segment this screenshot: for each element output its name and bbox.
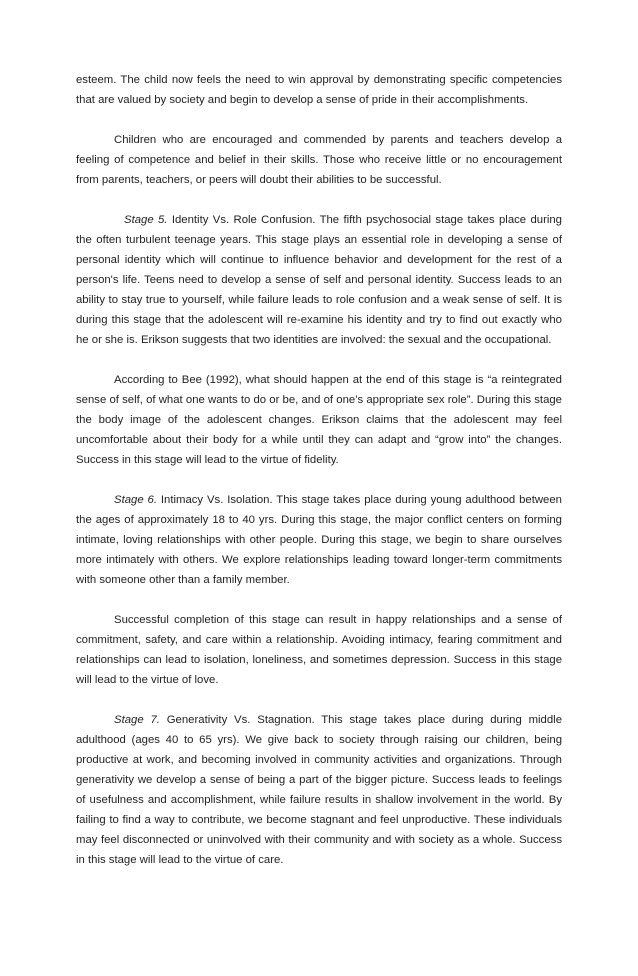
stage-6-text: Intimacy Vs. Isolation. This stage takes place during young adulthood between the ages of approximately 18 to 40 yrs. During this stage, the major conflict centers on forming intimate, loving relationships with other people. During this stage, we begin to share ourselves more intimately with others. We explore relationships leading toward longer-term commitments with someone other than a family member. [76, 494, 562, 586]
stage-6-label: Stage 6. [114, 494, 157, 506]
paragraph-encouragement: Children who are encouraged and commended by parents and teachers develop a feeling of competence and belief in their skills. Those who receive little or no encouragement from parents, teachers, or peers will doubt their abilities to be successful. [76, 134, 562, 186]
paragraph-bee-1992: According to Bee (1992), what should happen at the end of this stage is “a reintegrated sense of self, of what one wants to do or be, and of one’s appropriate sex role”. During this stage the body image of the adolescent changes. Erikson claims that the adolescent may feel uncomfortable about their body for a while until they can adapt and “grow into” the changes. Success in this stage will lead to the virtue of fidelity. [76, 374, 562, 466]
stage-5-text: Identity Vs. Role Confusion. The fifth psychosocial stage takes place during the often turbulent teenage years. This stage plays an essential role in developing a sense of personal identity which will continue to influence behavior and development for the rest of a person's life. Teens need to develop a sense of self and personal identity. Success leads to an ability to stay true to yourself, while failure leads to role confusion and a weak sense of self. It is during this stage that the adolescent will re-examine his identity and try to find out exactly who he or she is. Erikson suggests that two identities are involved: the sexual and the occupational. [76, 214, 562, 346]
paragraph-stage-7 [76, 710, 562, 870]
paragraph-successful-completion: Successful completion of this stage can result in happy relationships and a sense of commitment, safety, and care within a relationship. Avoiding intimacy, fearing commitment and relationships can lead to isolation, loneliness, and sometimes depression. Success in this stage will lead to the virtue of love. [76, 614, 562, 686]
stage-7-text: Generativity Vs. Stagnation. This stage takes place during during middle adulthood (ages 40 to 65 yrs). We give back to society through raising our children, being productive at work, and becoming involved in community activities and organizations. Through generativity we develop a sense of being a part of the bigger picture. Success leads to feelings of usefulness and accomplishment, while failure results in shallow involvement in the world. By failing to find a way to contribute, we become stagnant and feel unproductive. These individuals may feel disconnected or uninvolved with their community and with society as a whole. Success in this stage will lead to the virtue of care. [76, 714, 562, 866]
paragraph-stage-6 [76, 490, 562, 590]
paragraph-stage-5 [76, 210, 562, 350]
stage-7-label: Stage 7. [114, 714, 160, 726]
paragraph-esteem: esteem. The child now feels the need to win approval by demonstrating specific competencies that are valued by society and begin to develop a sense of pride in their accomplishments. [76, 74, 562, 106]
stage-5-label: Stage 5. [124, 214, 168, 226]
